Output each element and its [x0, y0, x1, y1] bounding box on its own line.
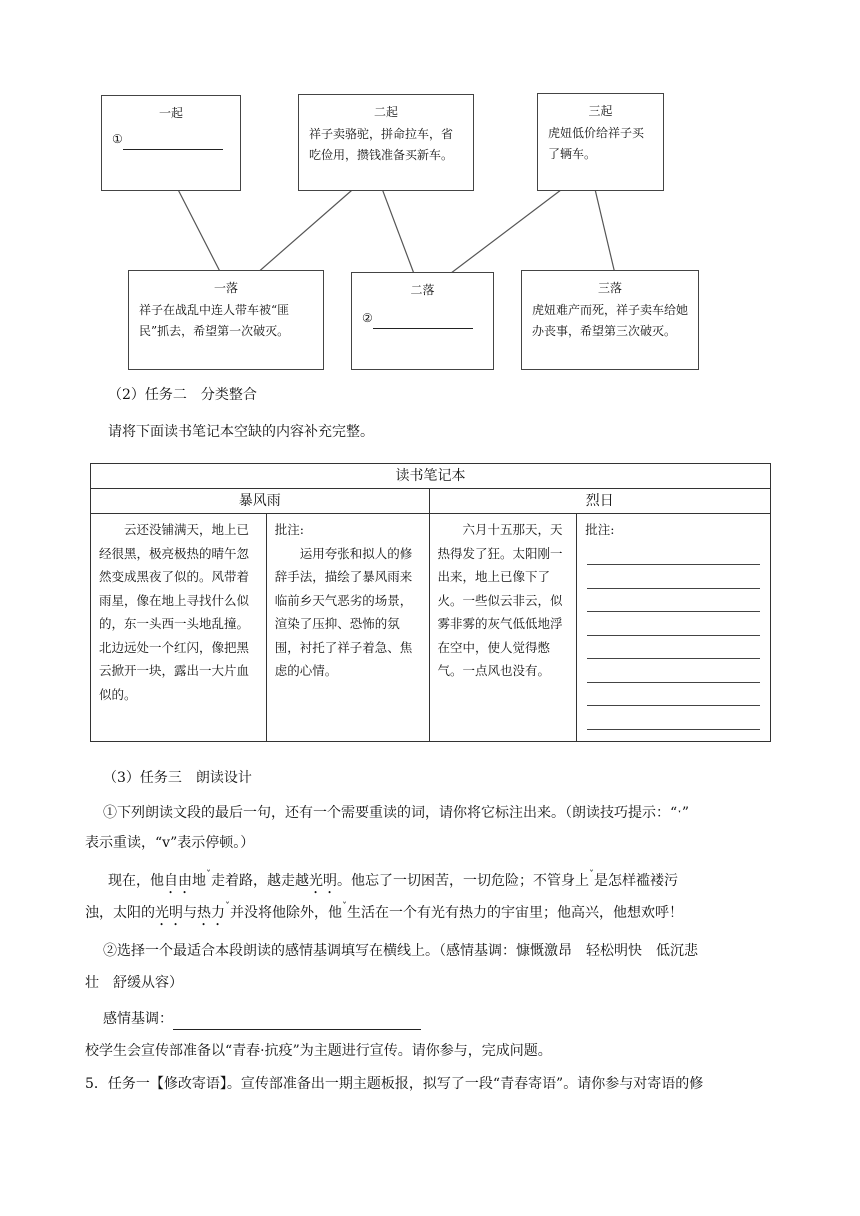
section-intro: 校学生会宣传部准备以“青春·抗疫”为主题进行宣传。请你参与，完成问题。 [85, 1043, 552, 1059]
box-text: 虎妞低价给祥子买了辆车。 [548, 126, 645, 161]
blank-marker: ② [362, 311, 373, 325]
task3-heading: （3）任务三 朗读设计 [103, 770, 252, 786]
box-fall-2 [351, 272, 494, 370]
tone-blank[interactable] [173, 1015, 421, 1030]
annotation-label: 批注: [585, 522, 615, 537]
sun-annotation [577, 514, 770, 730]
box-text: 虎妞难产而死，祥子卖车给她办丧事，希望第三次破灭。 [532, 303, 689, 338]
box-text: 祥子在战乱中连人带车被“匪民”抓去，希望第一次破灭。 [139, 303, 290, 338]
tone-answer [103, 1008, 421, 1030]
box-fall-1 [128, 270, 324, 370]
annotation-text: 运用夸张和拟人的修辞手法，描绘了暴风雨来临前乡天气恶劣的场景，渲染了压抑、恐怖的氛围，衬托了祥子着急、焦虑的心情。 [274, 545, 413, 678]
question-5: 5．任务一【修改寄语】。宣传部准备出一期主题板报，拟写了一段“青春寄语”。请你参与对寄语的修 [85, 1076, 704, 1092]
header-sun: 烈日 [429, 489, 771, 514]
pause-mark: ˇ [225, 902, 230, 913]
notebook-title: 读书笔记本 [91, 464, 771, 489]
tone-label: 感情基调： [103, 1011, 173, 1027]
answer-blank-2[interactable] [373, 314, 473, 329]
annotation-label: 批注: [274, 522, 304, 537]
header-storm: 暴风雨 [91, 489, 430, 514]
box-title: 一起 [158, 106, 183, 120]
box-title: 一落 [213, 281, 238, 295]
box-title: 三起 [588, 104, 613, 118]
reading-notebook [90, 463, 771, 742]
reading-passage-line1: 现在，他自由地$^ˇ$走着路，越走越光明。他忘了一切困苦，一切危险；不管身上$^ˇ$是怎样褴褛污 [108, 870, 678, 889]
answer-lines[interactable] [585, 542, 762, 730]
task2-instruction: 请将下面读书笔记本空缺的内容补充完整。 [108, 424, 374, 440]
answer-blank-1[interactable] [123, 135, 223, 150]
task3-q1-line1: ①下列朗读文段的最后一句，还有一个需要重读的词，请你将它标注出来。（朗读技巧提示：“ˑ” [103, 805, 690, 821]
storm-excerpt: 云还没铺满天，地上已经很黑，极亮极热的晴午忽然变成黑夜了似的。风带着雨星，像在地上寻找什么似的，东一头西一头地乱撞。北边远处一个红闪，像把黑云掀开一块，露出一大片血似的。 [99, 522, 250, 702]
task3-q2-line1: ②选择一个最适合本段朗读的感情基调填写在横线上。（感情基调：慷慨激昂 轻松明快 低沉悲 [103, 943, 698, 959]
storm-annotation [267, 514, 429, 687]
blank-marker: ① [112, 132, 123, 146]
box-text: 祥子卖骆驼，拼命拉车，省吃俭用，攒钱准备买新车。 [309, 127, 454, 162]
pause-mark: ˇ [342, 902, 347, 913]
box-title: 二落 [410, 283, 435, 297]
box-rise-2 [298, 94, 474, 191]
box-fall-3 [521, 270, 699, 370]
task2-heading: （2）任务二 分类整合 [108, 387, 257, 403]
box-rise-3 [537, 93, 664, 191]
pause-mark: ˇ [589, 870, 594, 881]
box-title: 三落 [597, 281, 622, 295]
task3-q2-line2: 壮 舒缓从容） [85, 975, 183, 991]
sun-excerpt: 六月十五那天，天热得发了狂。太阳刚一出来，地上已像下了火。一些似云非云，似雾非雾的灰气低低地浮在空中，使人觉得憋气。一点风也没有。 [437, 522, 563, 678]
box-rise-1 [101, 95, 241, 191]
reading-passage-line2: 浊，太阳的光明与热力$^ˇ$并没将他除外，他$^ˇ$生活在一个有光有热力的宇宙里；他高兴，他想欢呼！ [85, 902, 683, 921]
task3-q1-line2: 表示重读，“v”表示停顿。） [85, 835, 255, 851]
box-title: 二起 [373, 105, 398, 119]
pause-mark: ˇ [206, 870, 211, 881]
